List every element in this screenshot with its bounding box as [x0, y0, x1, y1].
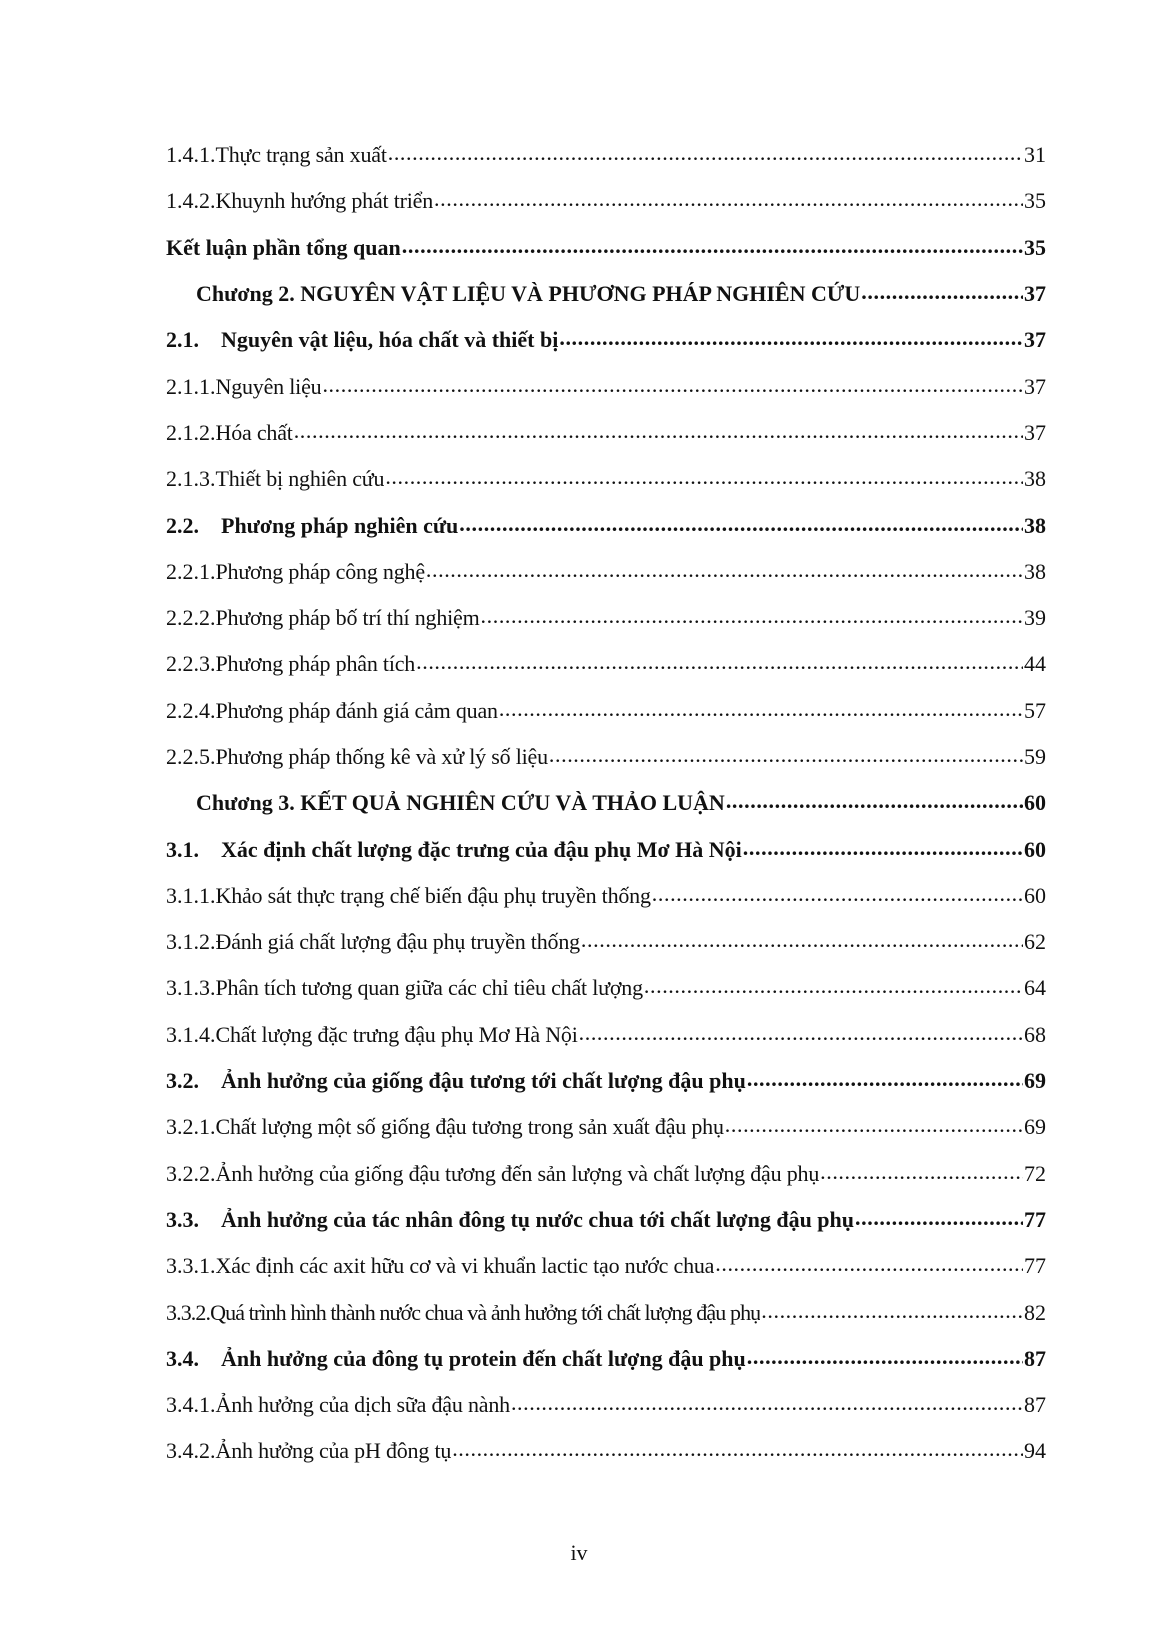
toc-entry-title: Phương pháp thống kê và xử lý số liệu — [215, 744, 548, 769]
dot-leader — [388, 144, 1023, 166]
dot-leader — [715, 1255, 1023, 1277]
dot-leader — [820, 1163, 1023, 1185]
toc-page-number: 60 — [1024, 836, 1046, 862]
toc-entry[interactable] — [166, 1289, 1046, 1335]
toc-section-number: 3.3.2. — [166, 1299, 211, 1325]
dot-leader — [322, 376, 1023, 398]
toc-entry-title: Khuynh hướng phát triển — [215, 188, 434, 214]
toc-entry-title: Đánh giá chất lượng đậu phụ truyền thống — [215, 929, 580, 955]
toc-entry-heading — [166, 374, 321, 400]
toc-entry-heading — [166, 559, 425, 585]
toc-page-number: 38 — [1024, 512, 1046, 538]
toc-section-number: 3.3. — [166, 1206, 199, 1232]
toc-entry-heading — [166, 1161, 819, 1187]
toc-section-number: 2.1.3. — [166, 466, 216, 492]
toc-entry-heading — [166, 1022, 578, 1048]
toc-entry[interactable] — [166, 1151, 1046, 1197]
dot-leader — [761, 1302, 1023, 1324]
toc-entry-title: Ảnh hưởng của dịch sữa đậu nành — [215, 1392, 510, 1418]
toc-entry-title: Phân tích tương quan giữa các chỉ tiêu chất lượng — [215, 975, 643, 1001]
toc-entry[interactable] — [166, 271, 1046, 317]
toc-page-number: 62 — [1024, 929, 1046, 955]
toc-entry-heading — [166, 1207, 854, 1233]
toc-section-number: 2.2.4. — [166, 697, 216, 723]
dot-leader — [416, 653, 1023, 675]
toc-section-number: 2.2.5. — [166, 744, 216, 769]
dot-leader — [747, 1348, 1023, 1370]
toc-entry[interactable] — [166, 641, 1046, 687]
toc-entry-heading — [166, 1068, 746, 1094]
toc-entry-title: Chất lượng một số giống đậu tương trong sản xuất đậu phụ — [215, 1114, 724, 1140]
toc-entry[interactable] — [166, 1197, 1046, 1243]
toc-entry-heading — [166, 142, 387, 168]
toc-entry[interactable] — [166, 549, 1046, 595]
toc-entry[interactable] — [166, 178, 1046, 224]
toc-entry[interactable] — [166, 317, 1046, 363]
dot-leader — [481, 607, 1023, 629]
dot-leader — [511, 1394, 1023, 1416]
toc-entry[interactable] — [166, 1428, 1046, 1474]
toc-section-number: 2.1.2. — [166, 419, 216, 445]
toc-entry-heading — [166, 605, 480, 631]
dot-leader — [855, 1209, 1023, 1231]
toc-section-number: 2.2.2. — [166, 605, 216, 631]
toc-page-number: 72 — [1024, 1160, 1046, 1186]
toc-page-number: 64 — [1024, 975, 1046, 1001]
dot-leader — [499, 700, 1023, 722]
toc-section-number: 2.2.3. — [166, 651, 216, 677]
toc-entry-title: Phương pháp nghiên cứu — [221, 512, 459, 538]
toc-entry-heading — [166, 837, 742, 863]
toc-page-number: 94 — [1024, 1438, 1046, 1464]
toc-page-number: 38 — [1024, 558, 1046, 584]
toc-entry[interactable] — [166, 225, 1046, 271]
toc-page-number: 31 — [1024, 142, 1046, 168]
toc-page-number: 77 — [1024, 1253, 1046, 1279]
toc-section-number: 3.1.3. — [166, 975, 216, 1001]
dot-leader — [559, 329, 1023, 351]
dot-leader — [726, 792, 1023, 814]
toc-section-number: 2.1.1. — [166, 373, 216, 399]
toc-entry-heading — [166, 513, 458, 539]
toc-section-number: 2.2. — [166, 512, 199, 538]
toc-section-number: 3.1.2. — [166, 929, 216, 955]
toc-page-number: 37 — [1024, 419, 1046, 445]
toc-entry-title: Nguyên liệu — [215, 373, 322, 399]
toc-page-number: 37 — [1024, 281, 1046, 307]
toc-entry-heading — [166, 651, 415, 677]
toc-entry-heading — [166, 744, 548, 770]
toc-entry-heading — [166, 188, 433, 214]
toc-entry-title: Chất lượng đặc trưng đậu phụ Mơ Hà Nội — [215, 1021, 578, 1047]
dot-leader — [402, 237, 1023, 259]
toc-entry-heading — [166, 1300, 760, 1326]
toc-entry[interactable] — [166, 780, 1046, 826]
toc-page-number: 39 — [1024, 605, 1046, 631]
toc-section-number: 3.2.1. — [166, 1114, 216, 1140]
toc-page-number: 38 — [1024, 466, 1046, 492]
toc-entry[interactable] — [166, 410, 1046, 456]
toc-entry[interactable] — [166, 132, 1046, 178]
toc-page-number: 37 — [1024, 327, 1046, 353]
toc-entry[interactable] — [166, 595, 1046, 641]
toc-page-number: 87 — [1024, 1392, 1046, 1418]
toc-section-number: 3.2. — [166, 1068, 199, 1094]
toc-section-number: 3.4. — [166, 1345, 199, 1371]
toc-section-number: 3.2.2. — [166, 1160, 216, 1186]
toc-entry[interactable] — [166, 734, 1046, 780]
toc-page-number: 69 — [1024, 1068, 1046, 1094]
toc-page-number: 60 — [1024, 790, 1046, 816]
toc-entry[interactable] — [166, 688, 1046, 734]
toc-entry-title: Hóa chất — [215, 419, 293, 445]
toc-entry[interactable] — [166, 1336, 1046, 1382]
toc-entry-title: Phương pháp phân tích — [215, 651, 416, 677]
toc-entry-title: Thiết bị nghiên cứu — [215, 466, 385, 492]
dot-leader — [725, 1116, 1023, 1138]
dot-leader — [579, 1024, 1023, 1046]
toc-entry[interactable] — [166, 1382, 1046, 1428]
toc-entry-heading — [196, 281, 860, 307]
toc-entry-title: Phương pháp công nghệ — [215, 558, 425, 584]
toc-entry-title: Phương pháp đánh giá cảm quan — [215, 697, 498, 723]
toc-entry[interactable] — [166, 1058, 1046, 1104]
toc-entry-title: Chương 2. NGUYÊN VẬT LIỆU VÀ PHƯƠNG PHÁP NGHIÊN CỨU — [196, 281, 861, 307]
toc-entry[interactable] — [166, 363, 1046, 409]
toc-entry-heading — [166, 883, 651, 909]
toc-entry[interactable] — [166, 965, 1046, 1011]
dot-leader — [434, 190, 1023, 212]
toc-entry-heading — [166, 466, 384, 492]
dot-leader — [861, 283, 1023, 305]
toc-entry-heading — [166, 420, 293, 446]
toc-entry-heading — [166, 1346, 746, 1372]
toc-entry-heading — [166, 1392, 510, 1418]
dot-leader — [452, 1440, 1023, 1462]
toc-section-number: 3.4.2. — [166, 1438, 216, 1464]
toc-entry-title: Ảnh hưởng của tác nhân đông tụ nước chua tới chất lượng đậu phụ — [221, 1206, 855, 1232]
toc-entry[interactable] — [166, 1243, 1046, 1289]
toc-entry-title: Kết luận phần tổng quan — [166, 234, 401, 260]
toc-entry-title: Thực trạng sản xuất — [215, 142, 387, 168]
toc-entry-heading — [166, 975, 643, 1001]
toc-entry-title: Chương 3. KẾT QUẢ NGHIÊN CỨU VÀ THẢO LUẬN — [196, 790, 725, 816]
toc-section-number: 3.3.1. — [166, 1253, 216, 1279]
toc-entry-heading — [166, 235, 401, 261]
toc-page-number: 35 — [1024, 188, 1046, 214]
toc-section-number: 3.1.4. — [166, 1021, 216, 1047]
toc-section-number: 1.4.2. — [166, 188, 216, 214]
toc-entry-heading — [166, 1253, 714, 1279]
toc-entry[interactable] — [166, 502, 1046, 548]
dot-leader — [426, 561, 1023, 583]
toc-page-number: 87 — [1024, 1345, 1046, 1371]
toc-section-number: 2.2.1. — [166, 558, 216, 584]
dot-leader — [644, 977, 1023, 999]
toc-entry-title: Khảo sát thực trạng chế biến đậu phụ truyền thống — [215, 882, 651, 908]
toc-entry[interactable] — [166, 1012, 1046, 1058]
toc-page-number: 60 — [1024, 882, 1046, 908]
toc-page-number: 35 — [1024, 234, 1046, 260]
toc-page-number: 37 — [1024, 373, 1046, 399]
toc-entry-title: Xác định các axit hữu cơ và vi khuẩn lactic tạo nước chua — [215, 1253, 715, 1279]
toc-entry-title: Ảnh hưởng của giống đậu tương tới chất lượng đậu phụ — [221, 1068, 746, 1094]
dot-leader — [743, 839, 1023, 861]
toc-entry-heading — [166, 698, 498, 724]
toc-section-number: 1.4.1. — [166, 142, 216, 168]
table-of-contents — [166, 132, 1046, 1475]
dot-leader — [385, 468, 1023, 490]
dot-leader — [294, 422, 1023, 444]
toc-entry-title: Xác định chất lượng đặc trưng của đậu phụ Mơ Hà Nội — [221, 836, 742, 862]
toc-page-number: 77 — [1024, 1206, 1046, 1232]
toc-page-number: 59 — [1024, 744, 1046, 769]
toc-entry[interactable] — [166, 1104, 1046, 1150]
toc-page-number: 57 — [1024, 697, 1046, 723]
page-number-footer: iv — [570, 1540, 588, 1565]
toc-section-number: 3.1.1. — [166, 882, 216, 908]
toc-entry-title: Nguyên vật liệu, hóa chất và thiết bị — [221, 327, 559, 353]
toc-entry[interactable] — [166, 873, 1046, 919]
dot-leader — [549, 746, 1023, 768]
dot-leader — [747, 1070, 1023, 1092]
toc-entry-title: Ảnh hưởng của đông tụ protein đến chất lượng đậu phụ — [221, 1345, 746, 1371]
dot-leader — [459, 515, 1023, 537]
toc-page-number: 68 — [1024, 1021, 1046, 1047]
dot-leader — [652, 885, 1023, 907]
toc-section-number: 2.1. — [166, 327, 199, 353]
toc-section-number: 3.4.1. — [166, 1392, 216, 1418]
toc-entry-heading — [196, 790, 725, 816]
toc-entry[interactable] — [166, 826, 1046, 872]
toc-page-number: 82 — [1024, 1299, 1046, 1325]
toc-entry-heading — [166, 327, 558, 353]
toc-entry[interactable] — [166, 919, 1046, 965]
toc-entry-heading — [166, 1438, 451, 1464]
toc-entry-heading — [166, 929, 580, 955]
toc-entry-title: Ảnh hưởng của giống đậu tương đến sản lượng và chất lượng đậu phụ — [215, 1160, 820, 1186]
dot-leader — [581, 931, 1023, 953]
toc-entry-title: Phương pháp bố trí thí nghiệm — [215, 605, 480, 631]
toc-entry-title: Ảnh hưởng của pH đông tụ — [215, 1438, 452, 1464]
toc-section-number: 3.1. — [166, 836, 199, 862]
toc-entry[interactable] — [166, 456, 1046, 502]
toc-entry-heading — [166, 1114, 724, 1140]
toc-page-number: 44 — [1024, 651, 1046, 677]
toc-page-number: 69 — [1024, 1114, 1046, 1140]
toc-entry-title: Quá trình hình thành nước chua và ảnh hưởng tới chất lượng đậu phụ — [210, 1299, 761, 1325]
